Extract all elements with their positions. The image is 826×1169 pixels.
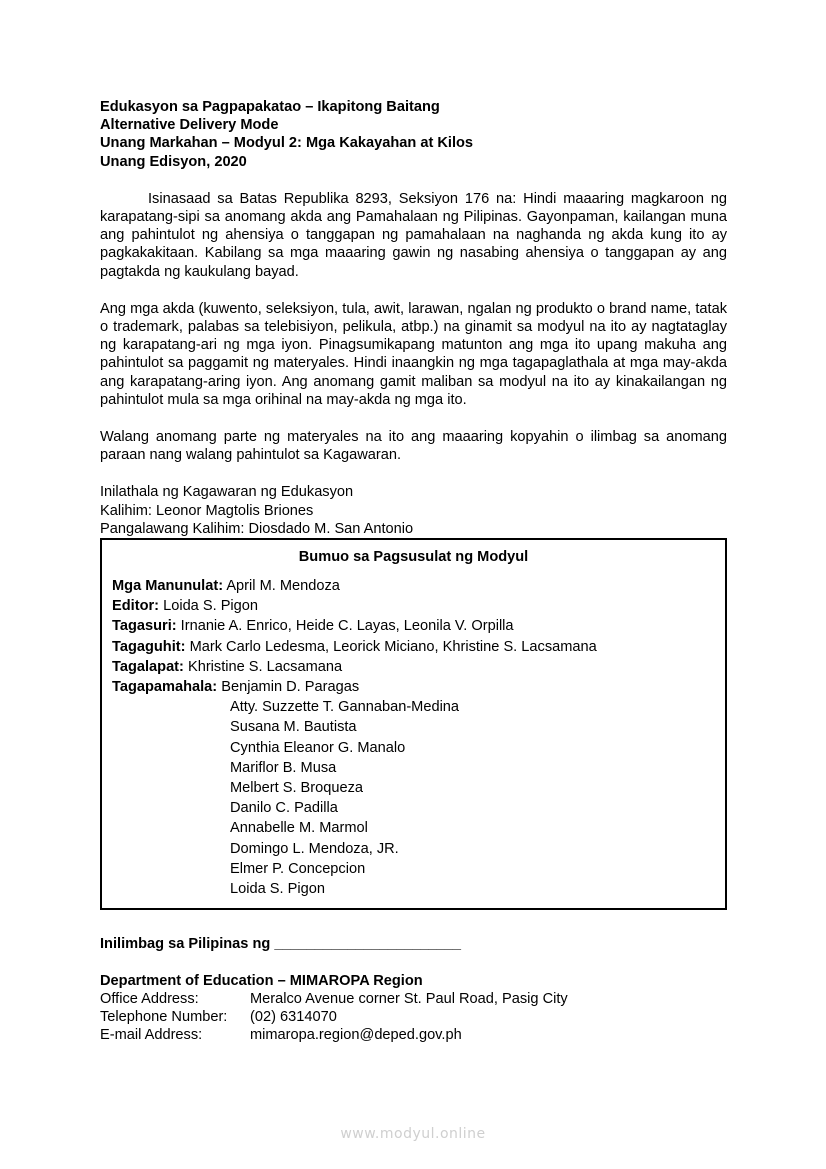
printed-in-line: Inilimbag sa Pilipinas ng _______________________ bbox=[100, 936, 462, 952]
edition: Unang Edisyon, 2020 bbox=[100, 153, 247, 170]
credit-label: Tagapamahala: bbox=[112, 679, 218, 696]
credits-list bbox=[102, 576, 725, 899]
credits-box bbox=[100, 538, 727, 910]
credit-value: April M. Mendoza bbox=[226, 578, 340, 594]
document-page bbox=[100, 98, 727, 538]
credit-row-writers bbox=[112, 576, 725, 596]
contact-value: mimaropa.region@deped.gov.ph bbox=[250, 1027, 462, 1043]
manager-name: Danilo C. Padilla bbox=[230, 800, 338, 817]
manager-name: Loida S. Pigon bbox=[230, 881, 325, 898]
contact-block bbox=[100, 972, 568, 1044]
delivery-mode: Alternative Delivery Mode bbox=[100, 117, 279, 134]
manager-name: Cynthia Eleanor G. Manalo bbox=[230, 739, 406, 756]
credits-title: Bumuo sa Pagsusulat ng Modyul bbox=[298, 549, 529, 565]
credit-label: Editor: bbox=[112, 598, 160, 615]
manager-name: Atty. Suzzette T. Gannaban-Medina bbox=[230, 699, 460, 716]
credit-value: Khristine S. Lacsamana bbox=[187, 658, 343, 675]
trademark-paragraph: Ang mga akda (kuwento, seleksiyon, tula, awit, larawan, ngalan ng produkto o brand name, tatak o trademark, palabas sa telebisiyon, pelikula, atbp.) na ginamit sa modyul na ito ay nagtataglay ng karapatang-ari ng mga iyon. Pinagsumikapang matunton ang mga ito upang makuha ang pahintulot sa paggamit ng materyales. Hindi inaangkin ng mga tagapaglathala at mga may-akda ang karapatang-aring iyon. Ang anomang gamit maliban sa modyul na ito ay kinakailangan ng pahintulot mula sa mga orihinal na may-akda ng mga ito. bbox=[100, 300, 727, 408]
manager-name: Mariflor B. Musa bbox=[230, 759, 337, 776]
manager-name: Susana M. Bautista bbox=[230, 719, 357, 736]
credit-value: Mark Carlo Ledesma, Leorick Miciano, Khristine S. Lacsamana bbox=[189, 638, 597, 655]
email-row bbox=[100, 1026, 568, 1044]
credit-row-editor bbox=[112, 596, 725, 616]
manager-name: Domingo L. Mendoza, JR. bbox=[230, 840, 399, 857]
managers-list bbox=[112, 697, 725, 899]
undersecretary-line: Pangalawang Kalihim: Diosdado M. San Antonio bbox=[100, 520, 414, 537]
copyright-paragraph: Isinasaad sa Batas Republika 8293, Seksiyon 176 na: Hindi maaaring magkaroon ng karapatang-sipi sa anomang akda ang Pamahalaan ng Pilipinas. Gayonpaman, kailangan muna ang pahintulot ng ahensiya o tanggapan ng pamahalaan na naghanda ng akda kung ito ay pagkakakitaan. Kabilang sa mga maaaring gawin ng nasabing ahensiya o tanggapan ay ang pagtakda ng kaukulang bayad. bbox=[100, 190, 727, 280]
telephone-row bbox=[100, 1008, 568, 1026]
watermark: www.modyul.online bbox=[340, 1126, 486, 1142]
credit-row-reviewers bbox=[112, 616, 725, 636]
manager-name: Annabelle M. Marmol bbox=[230, 820, 368, 837]
credit-row-layout bbox=[112, 657, 725, 677]
manager-name: Melbert S. Broqueza bbox=[230, 780, 364, 797]
contact-value: Meralco Avenue corner St. Paul Road, Pasig City bbox=[250, 991, 568, 1007]
reproduction-paragraph: Walang anomang parte ng materyales na ito ang maaaring kopyahin o ilimbag sa anomang paraan nang walang pahintulot sa Kagawaran. bbox=[100, 429, 727, 464]
credit-value: Irnanie A. Enrico, Heide C. Layas, Leonila V. Orpilla bbox=[180, 618, 514, 635]
credit-label: Mga Manunulat: bbox=[112, 578, 224, 594]
subject-title: Edukasyon sa Pagpapakatao – Ikapitong Baitang bbox=[100, 99, 440, 115]
department-name: Department of Education – MIMAROPA Region bbox=[100, 973, 423, 989]
secretary-line: Kalihim: Leonor Magtolis Briones bbox=[100, 502, 314, 519]
office-address-row bbox=[100, 990, 568, 1008]
publisher-info bbox=[100, 483, 727, 538]
credit-label: Tagasuri: bbox=[112, 618, 177, 635]
credit-value: Benjamin D. Paragas bbox=[221, 679, 360, 696]
module-heading bbox=[100, 98, 727, 171]
contact-label: E-mail Address: bbox=[100, 1027, 203, 1043]
credit-row-managers bbox=[112, 677, 725, 697]
credit-label: Tagalapat: bbox=[112, 658, 184, 675]
contact-value: (02) 6314070 bbox=[250, 1009, 337, 1025]
contact-label: Telephone Number: bbox=[100, 1009, 228, 1025]
credit-value: Loida S. Pigon bbox=[163, 598, 259, 615]
publisher-line: Inilathala ng Kagawaran ng Edukasyon bbox=[100, 484, 354, 501]
credit-label: Tagaguhit: bbox=[112, 638, 186, 655]
contact-label: Office Address: bbox=[100, 991, 199, 1007]
credit-row-illustrators bbox=[112, 637, 725, 657]
module-title: Unang Markahan – Modyul 2: Mga Kakayahan at Kilos bbox=[100, 135, 474, 152]
manager-name: Elmer P. Concepcion bbox=[230, 860, 366, 877]
